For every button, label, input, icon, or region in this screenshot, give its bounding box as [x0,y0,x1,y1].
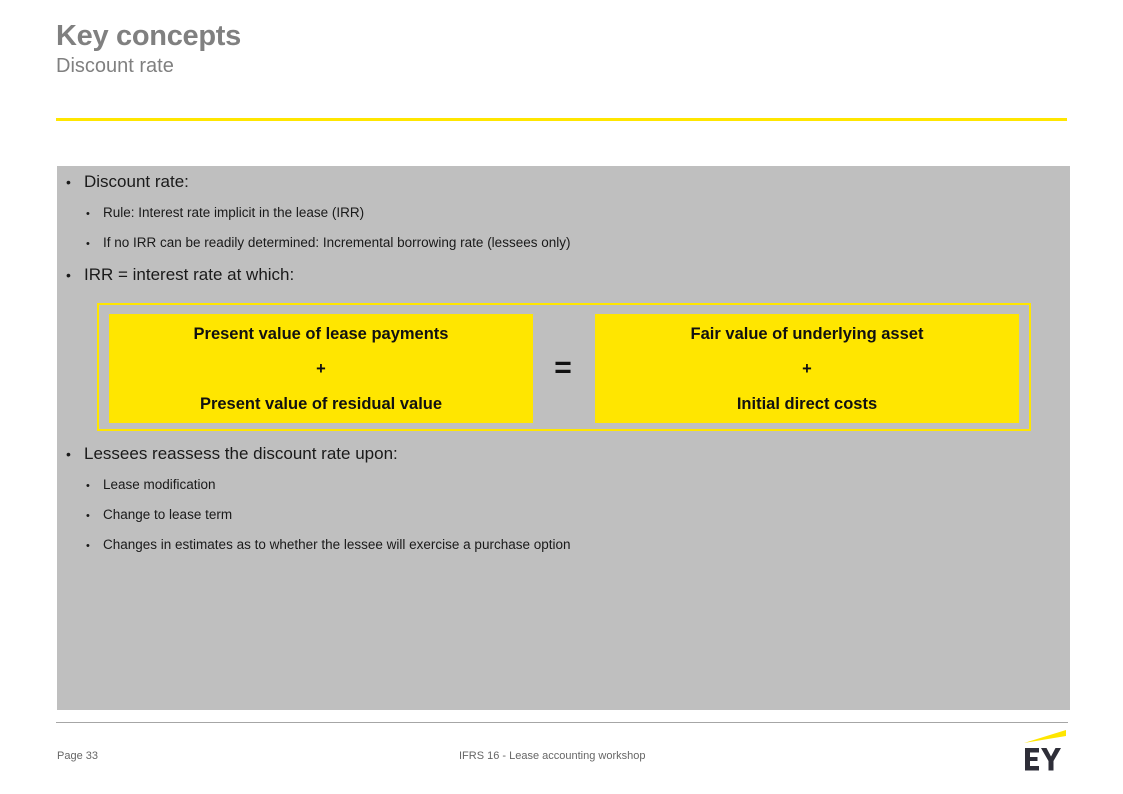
plus-sign: + [316,360,326,378]
bullet-dot: • [86,540,90,552]
irr-formula [97,303,1031,431]
title-divider [56,118,1067,121]
formula-left-box [109,314,533,423]
footer-divider [56,722,1068,723]
plus-sign: + [802,360,812,378]
pv-lease-payments: Present value of lease payments [193,325,449,343]
logo-beam [1024,730,1066,743]
bullet-text: Discount rate: [84,172,189,191]
sub-bullet-purchase-option [86,537,571,552]
footer-title: IFRS 16 - Lease accounting workshop [459,750,646,762]
bullet-dot: • [66,174,71,190]
equals-sign: = [554,351,572,384]
page-number: Page 33 [57,750,98,762]
bullet-dot: • [66,446,71,462]
bullet-dot: • [66,267,71,283]
sub-bullet-rule [86,205,364,220]
sub-bullet-no-irr [86,235,570,250]
bullet-reassess [66,444,398,464]
logo-letter-y [1041,748,1061,771]
bullet-dot: • [86,480,90,492]
pv-residual-value: Present value of residual value [199,395,443,413]
formula-right-box [595,314,1019,423]
bullet-discount-rate [66,172,189,192]
bullet-dot: • [86,510,90,522]
bullet-dot: • [86,238,90,250]
bullet-text: If no IRR can be readily determined: Incremental borrowing rate (lessees only) [103,235,571,250]
initial-direct-costs: Initial direct costs [736,395,878,413]
bullet-text: Lessees reassess the discount rate upon: [84,444,398,463]
bullet-text: Changes in estimates as to whether the lessee will exercise a purchase option [103,537,571,552]
bullet-text: Rule: Interest rate implicit in the lease (IRR) [103,205,365,220]
page-title: Key concepts [56,20,241,52]
bullet-text: IRR = interest rate at which: [84,265,295,284]
logo-letter-e [1025,748,1039,771]
ey-logo [1022,730,1068,776]
fair-value-asset: Fair value of underlying asset [690,325,924,343]
page-subtitle: Discount rate [56,55,174,77]
sub-bullet-lease-modification [86,477,216,492]
bullet-irr [66,265,294,285]
bullet-text: Lease modification [103,477,216,492]
sub-bullet-lease-term [86,507,232,522]
bullet-text: Change to lease term [103,507,233,522]
bullet-dot: • [86,208,90,220]
